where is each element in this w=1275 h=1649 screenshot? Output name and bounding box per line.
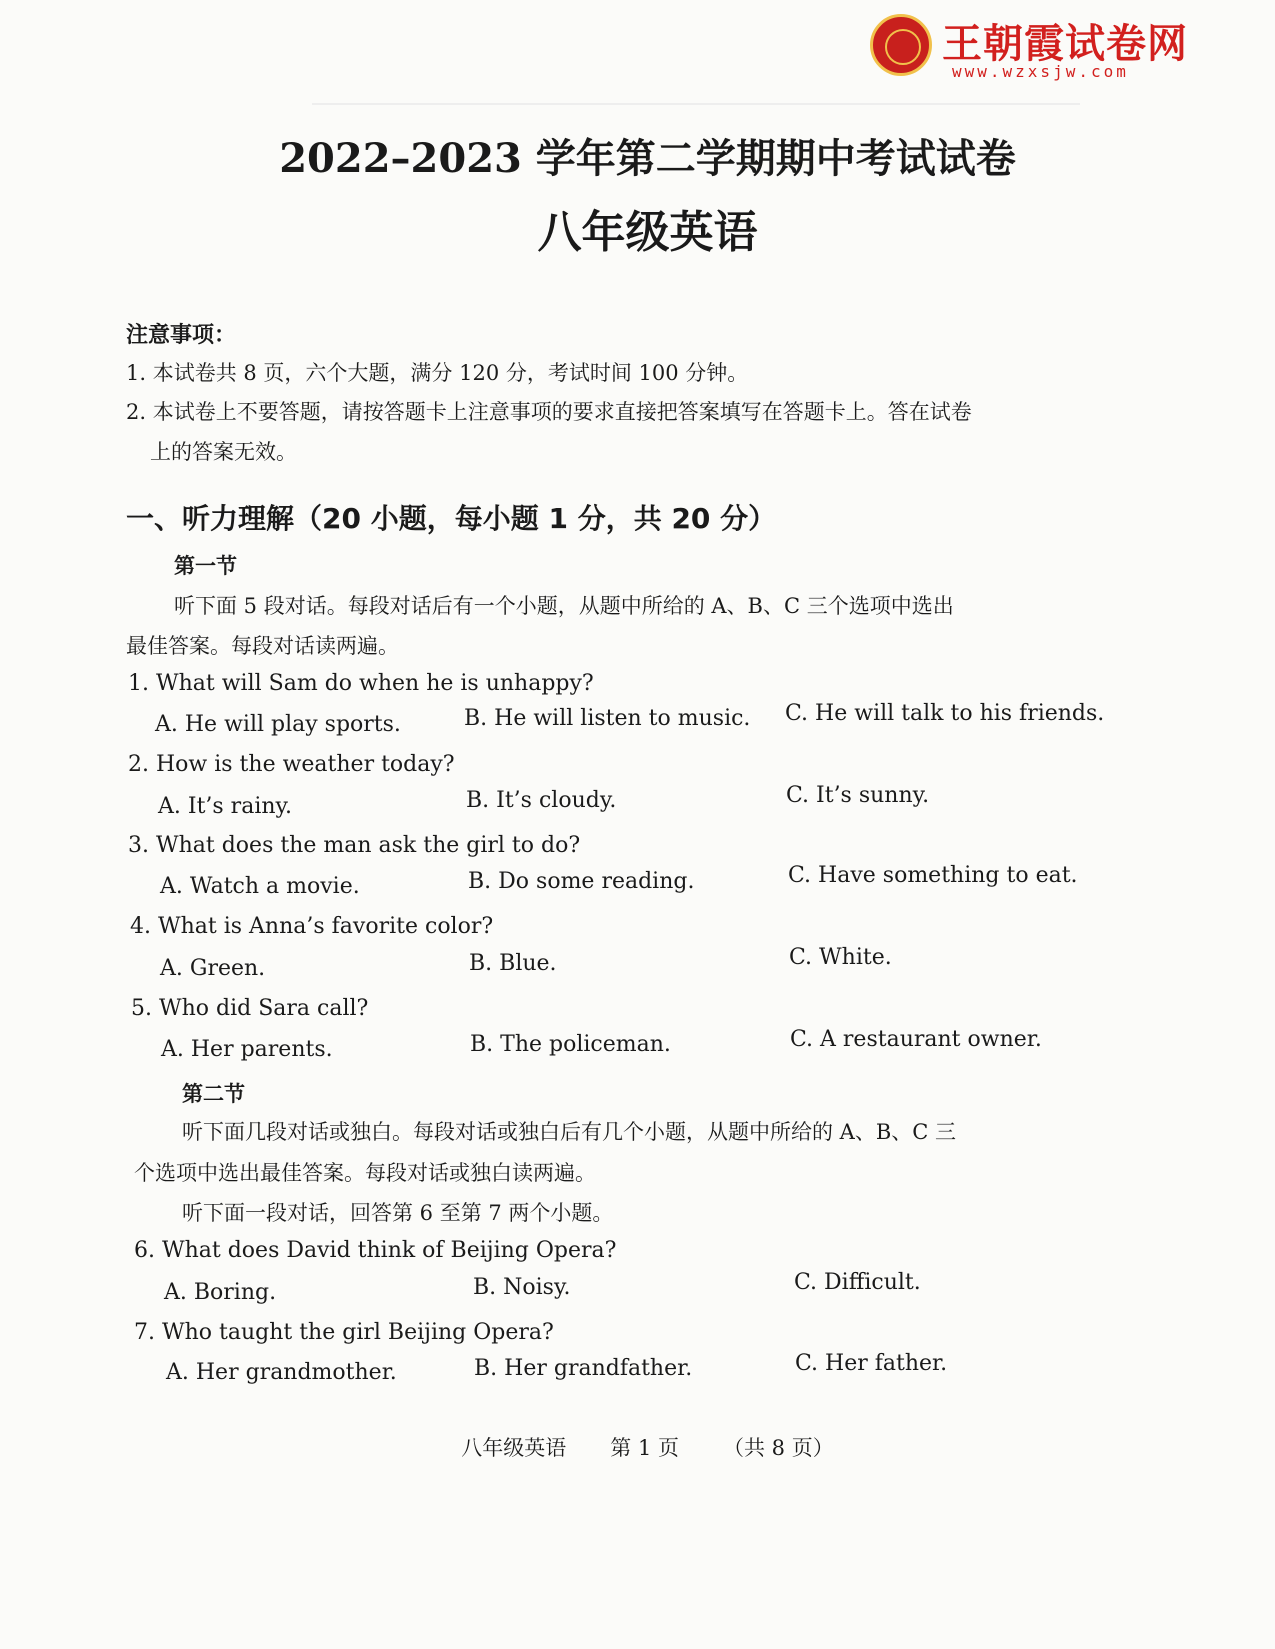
q2-option-b: B. It’s cloudy.: [466, 788, 617, 813]
notes-heading: 注意事项：: [126, 323, 237, 348]
question-7: 7. Who taught the girl Beijing Opera?: [134, 1320, 554, 1345]
q5-option-c: C. A restaurant owner.: [790, 1027, 1042, 1052]
logo-name: 王朝霞试卷网: [942, 21, 1188, 67]
q1-option-c: C. He will talk to his friends.: [785, 701, 1105, 726]
part-1-instruction-cont: 最佳答案。每段对话读两遍。: [126, 634, 399, 658]
q3-option-b: B. Do some reading.: [468, 869, 695, 894]
footer-subject: 八年级英语: [461, 1436, 567, 1460]
site-logo: [870, 10, 1270, 80]
logo-seal-icon: [870, 14, 932, 76]
q6-option-c: C. Difficult.: [794, 1270, 921, 1295]
q4-option-a: A. Green.: [160, 956, 266, 981]
question-4: 4. What is Anna’s favorite color?: [130, 914, 494, 939]
q7-option-c: C. Her father.: [795, 1351, 948, 1376]
exam-subtitle: 八年级英语: [537, 207, 758, 258]
part-1-instruction: 听下面 5 段对话。每段对话后有一个小题，从题中所给的 A、B、C 三个选项中选出: [174, 594, 954, 618]
q1-option-a: A. He will play sports.: [155, 712, 401, 737]
part-2-instruction-cont: 个选项中选出最佳答案。每段对话或独白读两遍。: [134, 1161, 596, 1185]
note-item-2: 2. 本试卷上不要答题，请按答题卡上注意事项的要求直接把答案填写在答题卡上。答在试卷: [126, 400, 972, 424]
q2-option-c: C. It’s sunny.: [786, 783, 930, 808]
page-footer: [0, 1432, 1275, 1462]
question-3: 3. What does the man ask the girl to do?: [128, 833, 581, 858]
q3-option-a: A. Watch a movie.: [160, 874, 360, 899]
question-6: 6. What does David think of Beijing Opera?: [134, 1238, 617, 1263]
exam-title: 2022–2023 学年第二学期期中考试试卷: [279, 135, 1016, 182]
part-1-title: 第一节: [174, 554, 237, 578]
part-2-title: 第二节: [182, 1082, 245, 1106]
question-2: 2. How is the weather today?: [128, 752, 455, 777]
note-item-1: 1. 本试卷共 8 页，六个大题，满分 120 分，考试时间 100 分钟。: [126, 361, 749, 385]
q4-option-c: C. White.: [789, 945, 892, 970]
note-item-2-cont: 上的答案无效。: [150, 440, 297, 464]
q5-option-b: B. The policeman.: [470, 1032, 671, 1057]
q3-option-c: C. Have something to eat.: [788, 863, 1078, 888]
q5-option-a: A. Her parents.: [161, 1037, 333, 1062]
footer-page-number: 第 1 页: [610, 1436, 679, 1460]
question-1: 1. What will Sam do when he is unhappy?: [128, 671, 594, 696]
q7-option-a: A. Her grandmother.: [166, 1360, 397, 1385]
logo-url: www.wzxsjw.com: [952, 62, 1129, 81]
q6-option-a: A. Boring.: [164, 1280, 277, 1305]
q4-option-b: B. Blue.: [469, 951, 557, 976]
q6-option-b: B. Noisy.: [473, 1275, 571, 1300]
q1-option-b: B. He will listen to music.: [464, 706, 751, 731]
q7-option-b: B. Her grandfather.: [474, 1356, 693, 1381]
section-heading: 一、听力理解（20 小题，每小题 1 分，共 20 分）: [126, 502, 777, 535]
question-5: 5. Who did Sara call?: [131, 996, 369, 1021]
part-2-instruction: 听下面几段对话或独白。每段对话或独白后有几个小题，从题中所给的 A、B、C 三: [182, 1120, 957, 1144]
footer-total-pages: （共 8 页）: [723, 1436, 834, 1460]
q2-option-a: A. It’s rainy.: [158, 794, 293, 819]
bleed-through: [120, 95, 1080, 109]
part-2-dialog-note: 听下面一段对话，回答第 6 至第 7 两个小题。: [182, 1201, 614, 1225]
